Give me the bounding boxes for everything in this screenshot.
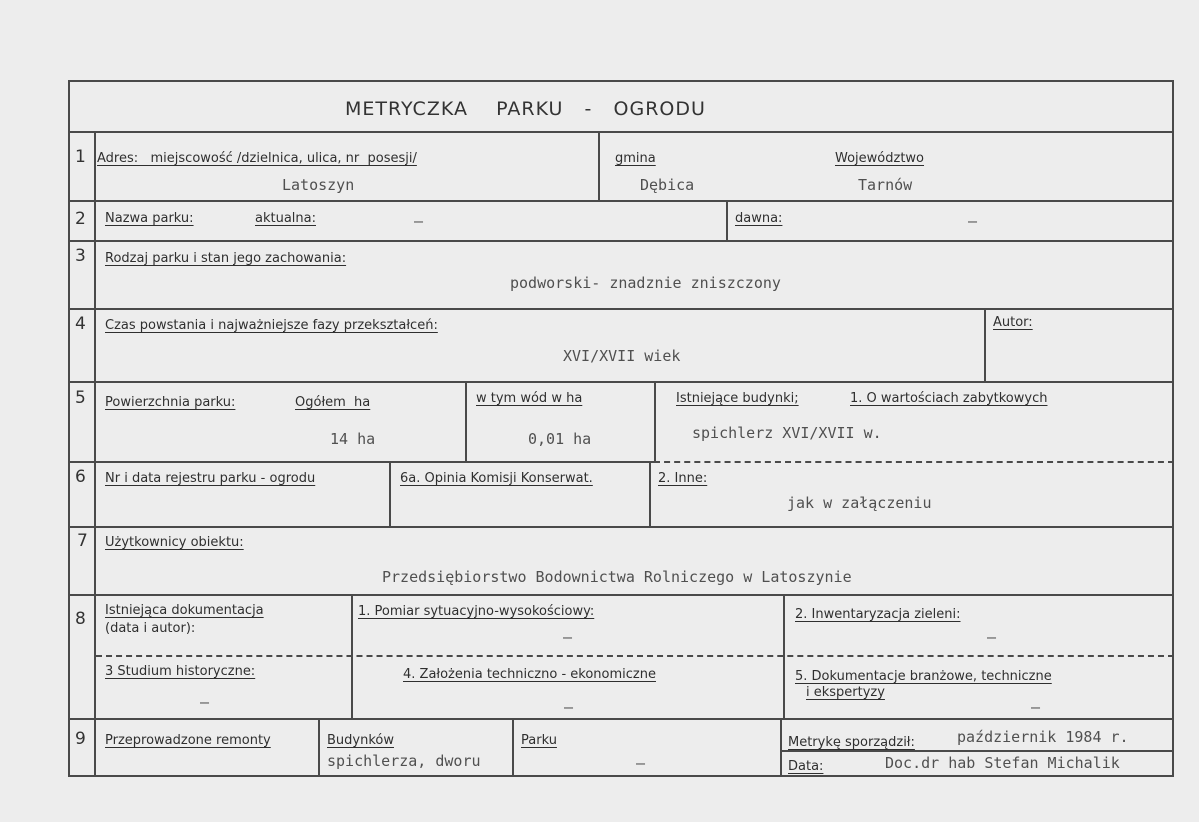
row-number: 7	[77, 531, 88, 551]
row-number: 2	[75, 209, 86, 229]
row-number: 3	[75, 246, 86, 266]
other-value: jak w załączeniu	[787, 494, 932, 512]
row-divider	[68, 200, 1174, 202]
form-border-bottom	[68, 775, 1174, 777]
survey-value: –	[563, 628, 573, 646]
row-divider	[68, 594, 1174, 596]
park-type-value: podworski- znadznie zniszczony	[510, 274, 781, 292]
repairs-label: Przeprowadzone remonty	[105, 733, 271, 748]
current-name-value: –	[414, 212, 424, 230]
row-divider	[68, 526, 1174, 528]
buildings-label: Istniejące budynki;	[676, 391, 799, 406]
users-value: Przedsiębiorstwo Bodownictwa Rolniczego w Latoszynie	[382, 568, 852, 586]
historic-buildings-label: 1. O wartościach zabytkowych	[850, 391, 1048, 406]
form-border-right	[1172, 80, 1174, 777]
author-label: Autor:	[993, 315, 1033, 330]
form-border-left	[68, 80, 70, 777]
register-label: Nr i data rejestru parku - ogrodu	[105, 471, 316, 486]
row-number: 1	[75, 147, 86, 167]
date-label: Data:	[788, 759, 824, 774]
park-repairs-label: Parku	[521, 733, 557, 748]
documentation-sublabel: (data i autor):	[105, 621, 196, 636]
branch-docs-value: –	[1031, 698, 1041, 716]
tech-assumptions-value: –	[564, 698, 574, 716]
history-phases-value: XVI/XVII wiek	[563, 347, 681, 365]
cell-divider	[512, 718, 514, 775]
number-column-divider	[94, 131, 96, 777]
documentation-label: Istniejąca dokumentacja	[105, 603, 264, 618]
form-border-top	[68, 80, 1174, 82]
address-label: Adres: miejscowość /dzielnica, ulica, nr posesji/	[97, 151, 417, 166]
park-name-label: Nazwa parku:	[105, 211, 194, 226]
cell-divider	[465, 381, 467, 461]
row-number: 8	[75, 609, 86, 629]
greenery-inventory-value: –	[987, 628, 997, 646]
historical-study-value: –	[200, 693, 210, 711]
cell-divider	[649, 461, 651, 526]
row-divider	[68, 308, 1174, 310]
row-divider	[68, 381, 1174, 383]
historical-study-label: 3 Studium historyczne:	[105, 664, 256, 679]
current-name-label: aktualna:	[255, 211, 316, 226]
cell-divider	[598, 131, 600, 200]
row-divider	[68, 240, 1174, 242]
cell-divider	[726, 200, 728, 240]
row-divider	[68, 718, 1174, 720]
park-repairs-value: –	[636, 754, 646, 772]
prepared-by-label: Metrykę sporządził:	[788, 735, 915, 750]
conservation-opinion-label: 6a. Opinia Komisji Konserwat.	[400, 471, 593, 486]
gmina-label: gmina	[615, 151, 656, 166]
row-number: 9	[75, 729, 86, 749]
cell-divider	[654, 381, 656, 461]
row-divider	[68, 461, 654, 463]
survey-label: 1. Pomiar sytuacyjno-wysokościowy:	[358, 604, 595, 619]
water-area-label: w tym wód w ha	[476, 391, 583, 406]
row-divider	[68, 131, 1174, 133]
tech-assumptions-label: 4. Założenia techniczno - ekonomiczne	[403, 667, 656, 682]
former-name-value: –	[968, 212, 978, 230]
other-label: 2. Inne:	[658, 471, 708, 486]
dashed-divider	[654, 461, 1174, 463]
buildings-value: spichlerz XVI/XVII w.	[692, 424, 882, 442]
greenery-inventory-label: 2. Inwentaryzacja zieleni:	[795, 607, 961, 622]
signature-divider	[780, 750, 1174, 752]
branch-docs-label: 5. Dokumentacje branżowe, techniczne	[795, 669, 1052, 684]
cell-divider	[389, 461, 391, 526]
dashed-divider	[96, 655, 1174, 657]
park-type-label: Rodzaj parku i stan jego zachowania:	[105, 251, 347, 266]
water-area-value: 0,01 ha	[528, 430, 592, 448]
gmina-value: Dębica	[640, 176, 695, 194]
date-value: Doc.dr hab Stefan Michalik	[885, 754, 1120, 772]
total-area-value: 14 ha	[330, 430, 376, 448]
users-label: Użytkownicy obiektu:	[105, 535, 244, 550]
form-title: METRYCZKA PARKU - OGRODU	[345, 98, 706, 120]
address-value: Latoszyn	[282, 176, 355, 194]
voivodeship-label: Województwo	[835, 151, 925, 166]
prepared-by-value: październik 1984 r.	[957, 728, 1129, 746]
cell-divider	[318, 718, 320, 775]
park-area-label: Powierzchnia parku:	[105, 395, 236, 410]
branch-docs-sublabel: i ekspertyzy	[806, 685, 885, 700]
cell-divider	[783, 594, 785, 718]
former-name-label: dawna:	[735, 211, 783, 226]
history-phases-label: Czas powstania i najważniejsze fazy przekształceń:	[105, 318, 438, 333]
buildings-repairs-value: spichlerza, dworu	[327, 752, 481, 770]
buildings-repairs-label: Budynków	[327, 733, 394, 748]
cell-divider	[780, 718, 782, 775]
cell-divider	[351, 594, 353, 718]
total-area-label: Ogółem ha	[295, 395, 371, 410]
row-number: 4	[75, 314, 86, 334]
cell-divider	[984, 308, 986, 381]
row-number: 6	[75, 467, 86, 487]
row-number: 5	[75, 388, 86, 408]
voivodeship-value: Tarnów	[858, 176, 913, 194]
